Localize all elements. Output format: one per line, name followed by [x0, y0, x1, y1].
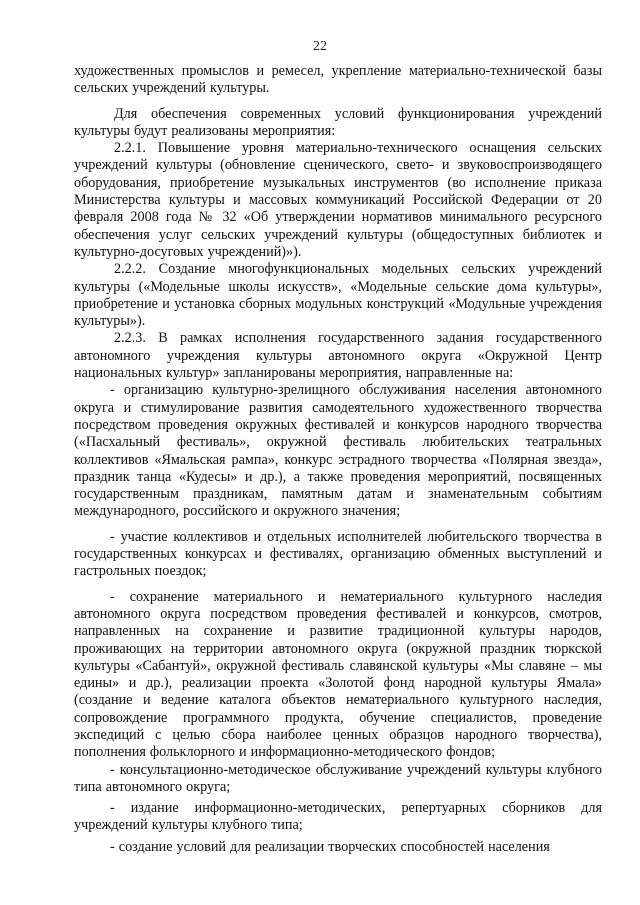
paragraph-2-2-3: 2.2.3. В рамках исполнения государственного задания государственного автономного учреждения культуры автономного округа «Окружной Центр национальных культур» запланированы мероприятия, направленные на:: [74, 330, 602, 382]
list-item-participation: - участие коллективов и отдельных исполнителей любительского творчества в государственных конкурсах и фестивалях, организацию обменных выступлений и гастрольных поездок;: [74, 528, 602, 580]
list-item-publishing: - издание информационно-методических, репертуарных сборников для учреждений культуры клубного типа;: [74, 800, 602, 834]
paragraph-intro: Для обеспечения современных условий функционирования учреждений культуры будут реализованы мероприятия:: [74, 105, 602, 139]
paragraph-continuation: художественных промыслов и ремесел, укрепление материально-технической базы сельских учреждений культуры.: [74, 63, 602, 97]
paragraph-2-2-2: 2.2.2. Создание многофункциональных модельных сельских учреждений культуры («Модельные школы искусств», «Модельные сельские дома культуры», приобретение и установка сборных модульных конструкций «Модульные учреждения культуры»).: [74, 261, 602, 330]
list-item-consulting: - консультационно-методическое обслуживание учреждений культуры клубного типа автономного округа;: [74, 761, 602, 795]
list-item-organization: - организацию культурно-зрелищного обслуживания населения автономного округа и стимулирование развития самодеятельного художественного творчества посредством проведения окружных фестивалей и конкурсов народного творчества («Пасхальный фестиваль», окружной фестиваль любительских театральных коллективов «Ямальская рампа», конкурс эстрадного творчества «Полярная звезда», праздник танца «Кудесы» и др.), а также проведения мероприятий, посвященных государственным праздникам, памятным датам и знаменательным событиям международного, российского и окружного значения;: [74, 382, 602, 520]
page-number: 22: [313, 39, 327, 54]
list-item-conditions: - создание условий для реализации творческих способностей населения: [110, 838, 550, 855]
list-item-heritage: - сохранение материального и нематериального культурного наследия автономного округа посредством проведения фестивалей и конкурсов, смотров, направленных на сохранение и развитие традиционной культуры народов, проживающих на территории автономного округа (окружной праздник тюркской культуры «Сабантуй», окружной фестиваль славянской культуры «Мы славяне – мы едины» и др.), реализации проекта «Золотой фонд народной культуры Ямала» (создание и ведение каталога объектов нематериального культурного наследия, сопровождение программного продукта, обучение специалистов, проведение экспедиций с целью сбора наиболее ценных образцов народного творчества), пополнения фольклорного и информационно-методического фондов;: [74, 588, 602, 761]
document-body: [74, 63, 602, 856]
paragraph-2-2-1: 2.2.1. Повышение уровня материально-технического оснащения сельских учреждений культуры (обновление сценического, свето- и звуковоспроизводящего оборудования, приобретение музыкальных инструментов (во исполнение приказа Министерства культуры и массовых коммуникаций Российской Федерации от 20 февраля 2008 года № 32 «Об утверждении нормативов минимального ресурсного обеспечения услуг сельских учреждений культуры (общедоступных библиотек и культурно-досуговых учреждений)»).: [74, 140, 602, 260]
